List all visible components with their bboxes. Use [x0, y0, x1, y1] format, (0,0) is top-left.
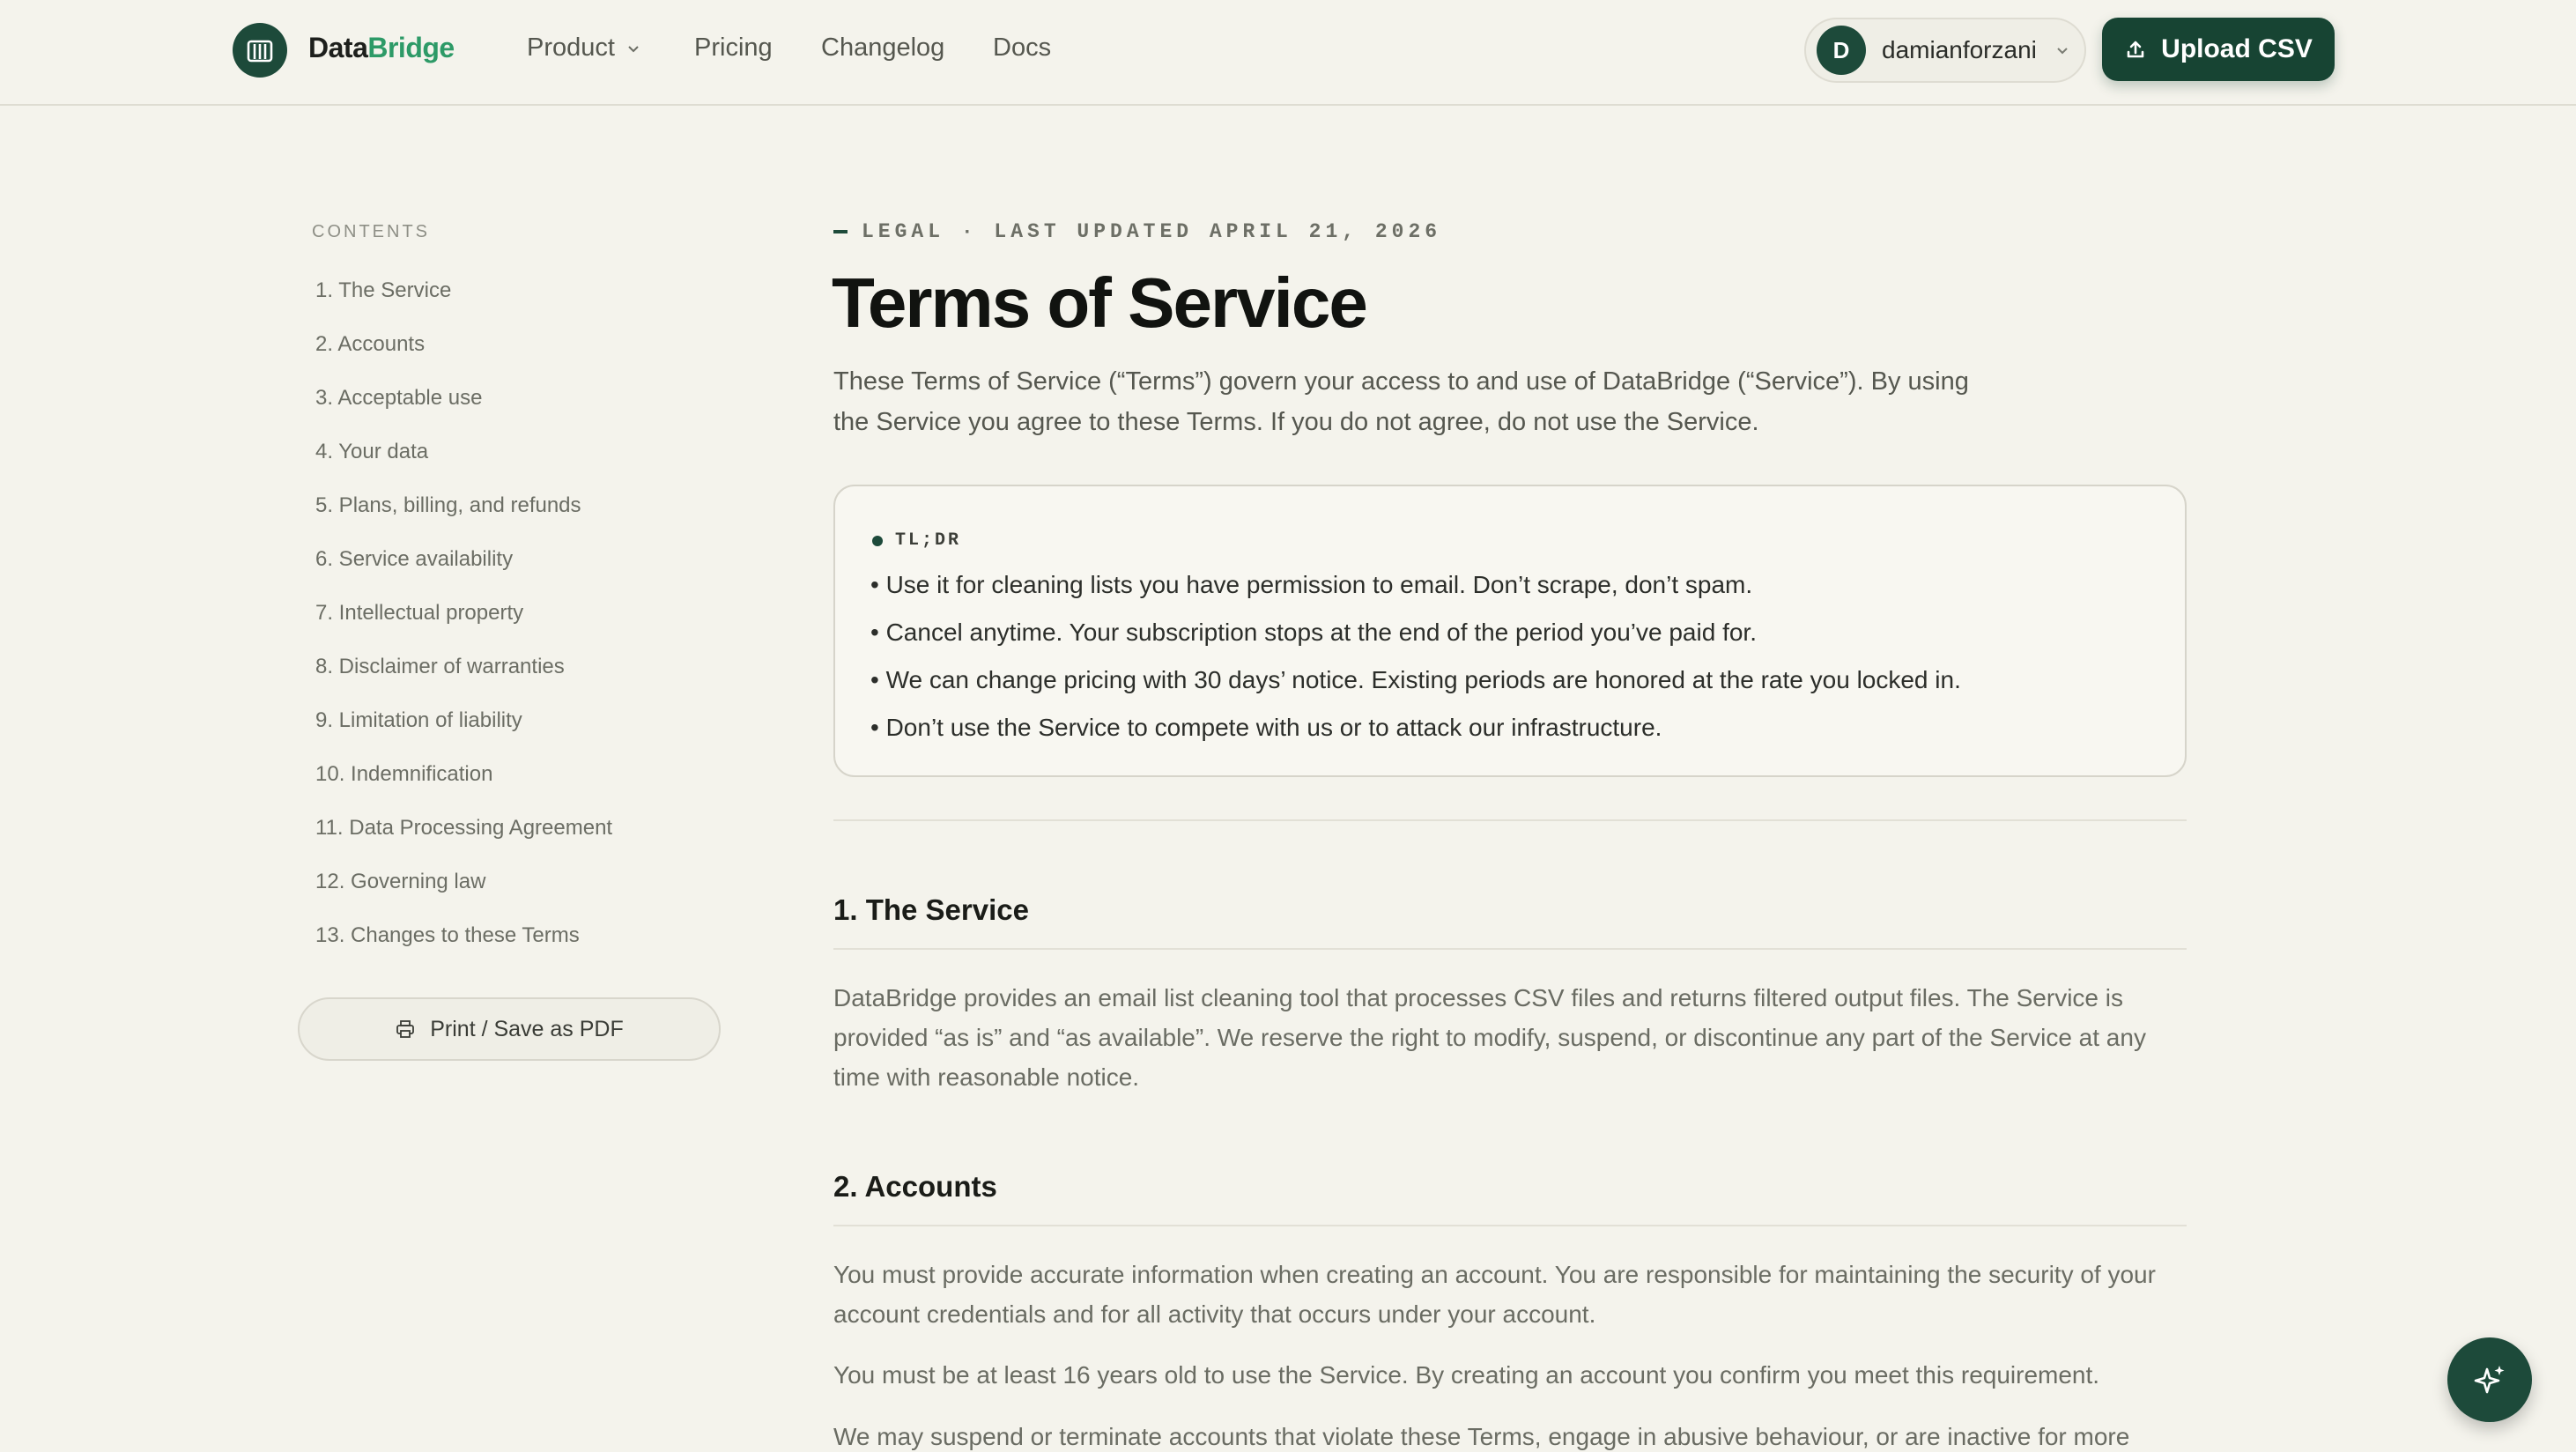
- nav-pricing[interactable]: [694, 33, 773, 63]
- toc-item-governing-law[interactable]: 12. Governing law: [315, 870, 486, 893]
- tldr-item: • Use it for cleaning lists you have permission to email. Don’t scrape, don’t spam.: [870, 571, 1753, 598]
- print-button-label: Print / Save as PDF: [430, 1016, 624, 1041]
- section-heading-rule: [833, 948, 2187, 950]
- section-paragraph: DataBridge provides an email list cleaning tool that processes CSV files and returns filtered output files. The Service is provided “as is” and “as available”. We reserve the right to modify, suspend, or discontinue any part of the Service at any time with reasonable notice.: [833, 984, 2146, 1091]
- upload-csv-button[interactable]: [2102, 18, 2335, 81]
- printer-icon: [395, 1019, 416, 1040]
- toc-item-indemnification[interactable]: 10. Indemnification: [315, 762, 493, 786]
- chevron-down-icon: [625, 41, 641, 56]
- toc-item-the-service[interactable]: 1. The Service: [315, 278, 452, 302]
- assistant-fab-button[interactable]: [2447, 1337, 2532, 1422]
- toc-item-disclaimer[interactable]: 8. Disclaimer of warranties: [315, 655, 565, 678]
- toc-item-your-data[interactable]: 4. Your data: [315, 440, 429, 463]
- user-menu[interactable]: [1804, 18, 2086, 83]
- tldr-label: [872, 530, 961, 551]
- tldr-item: • Cancel anytime. Your subscription stops at the end of the period you’ve paid for.: [870, 619, 1757, 646]
- chevron-down-icon: [2054, 42, 2070, 58]
- section-heading-the-service: 1. The Service: [833, 893, 1029, 926]
- tldr-item: • We can change pricing with 30 days’ notice. Existing periods are honored at the rate you locked in.: [870, 666, 1961, 693]
- toc-item-accounts[interactable]: 2. Accounts: [315, 332, 426, 356]
- nav-docs-label: Docs: [993, 33, 1052, 62]
- tldr-item: • Don’t use the Service to compete with us or to attack our infrastructure.: [870, 714, 1662, 741]
- page-eyebrow: [833, 220, 1441, 243]
- page-title: Terms of Service: [832, 263, 1366, 342]
- upload-icon: [2124, 38, 2147, 61]
- toc-item-plans-billing[interactable]: 5. Plans, billing, and refunds: [315, 493, 581, 517]
- upload-csv-label: Upload CSV: [2161, 34, 2313, 63]
- avatar: D: [1817, 26, 1866, 75]
- brand-name-part1: Data: [308, 32, 368, 63]
- eyebrow-text: LEGAL · LAST UPDATED APRIL 21, 2026: [862, 220, 1442, 243]
- nav-pricing-label: Pricing: [694, 33, 773, 62]
- section-divider: [833, 819, 2187, 821]
- nav-changelog-label: Changelog: [821, 33, 945, 62]
- intro-paragraph: These Terms of Service (“Terms”) govern your access to and use of DataBridge (“Service”). By using the Service you agree to these Terms. If you do not agree, do not use the Service.: [833, 367, 1969, 436]
- eyebrow-dash: [833, 230, 848, 233]
- print-button[interactable]: [298, 997, 721, 1061]
- top-navbar: [0, 0, 2576, 106]
- section-heading-accounts: 2. Accounts: [833, 1170, 997, 1203]
- nav-product-label: Product: [527, 33, 615, 62]
- section-heading-rule: [833, 1225, 2187, 1226]
- toc-item-dpa[interactable]: 11. Data Processing Agreement: [315, 816, 613, 840]
- section-paragraph: You must be at least 16 years old to use the Service. By creating an account you confirm you meet this requirement.: [833, 1361, 2100, 1389]
- section-paragraph: We may suspend or terminate accounts that violate these Terms, engage in abusive behaviour, or are inactive for more: [833, 1423, 2130, 1450]
- user-name: damianforzani: [1882, 36, 2037, 63]
- nav-changelog[interactable]: [821, 33, 944, 63]
- brand-name[interactable]: [308, 32, 455, 64]
- logo-icon[interactable]: [233, 23, 287, 78]
- tldr-box: [833, 485, 2187, 777]
- toc-item-changes[interactable]: 13. Changes to these Terms: [315, 923, 580, 947]
- toc-item-acceptable-use[interactable]: 3. Acceptable use: [315, 386, 483, 410]
- nav-docs[interactable]: [993, 33, 1051, 63]
- brand-name-part2: Bridge: [367, 32, 455, 63]
- toc-item-limitation-of-liability[interactable]: 9. Limitation of liability: [315, 708, 522, 732]
- nav-product[interactable]: [527, 33, 641, 63]
- bullet-dot-icon: [872, 536, 883, 546]
- toc-item-service-availability[interactable]: 6. Service availability: [315, 547, 514, 571]
- tldr-list: [870, 567, 1961, 758]
- toc-list: [315, 275, 612, 974]
- toc-item-intellectual-property[interactable]: 7. Intellectual property: [315, 601, 524, 625]
- toc-heading: CONTENTS: [312, 222, 430, 241]
- sparkle-icon: [2470, 1360, 2509, 1399]
- tldr-label-text: TL;DR: [895, 530, 962, 551]
- section-paragraph: You must provide accurate information when creating an account. You are responsible for maintaining the security of your account credentials and for all activity that occurs under your account.: [833, 1261, 2156, 1328]
